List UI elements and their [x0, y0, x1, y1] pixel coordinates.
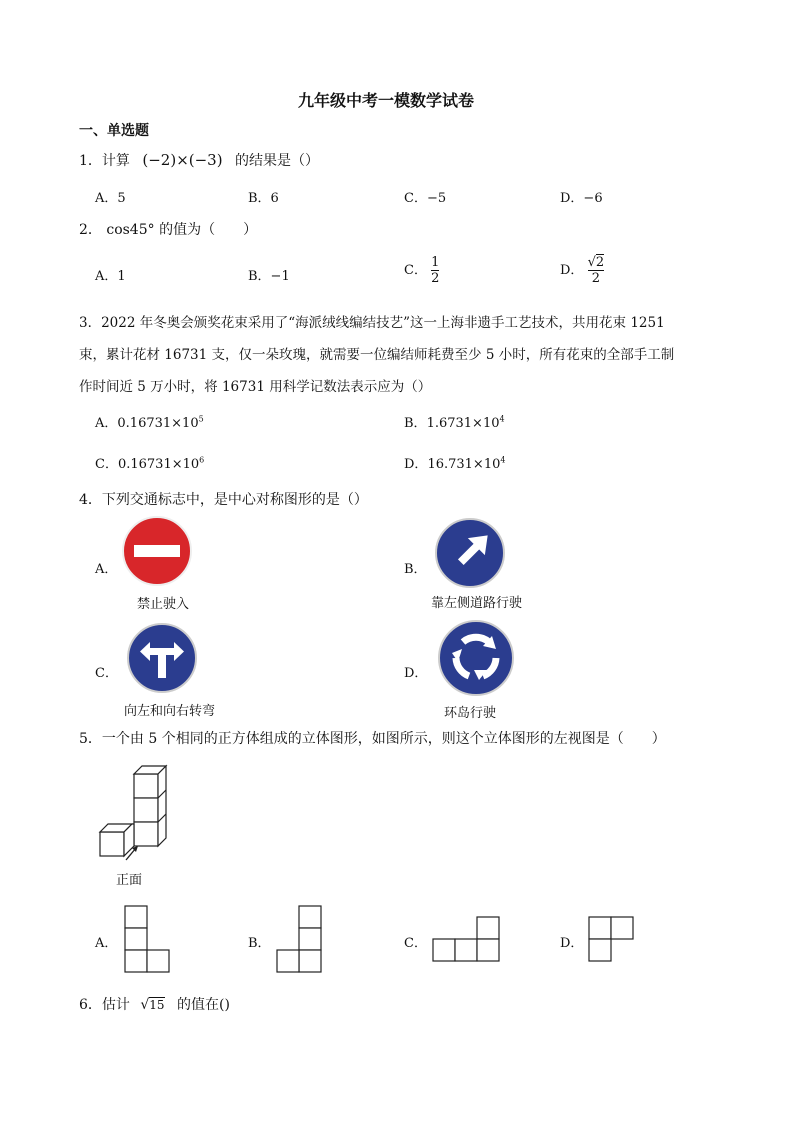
q2-option-d[interactable]: [560, 255, 604, 286]
q1-option-b[interactable]: B．6: [248, 191, 279, 206]
q3-line-3: 作时间近 5 万小时，将 16731 用科学记数法表示应为（）: [79, 379, 432, 395]
q1-option-c[interactable]: C．−5: [404, 191, 447, 206]
q5-option-b-label[interactable]: B．: [248, 936, 271, 951]
q3-c-exp: 6: [199, 455, 205, 465]
section-heading: 一、单选题: [79, 123, 149, 139]
q1-number: 1．: [79, 153, 102, 169]
q3-d-base: 16.731×10: [427, 457, 501, 472]
q3-c-base: 0.16731×10: [117, 457, 200, 472]
q3-b-base: 1.6731×10: [426, 416, 500, 431]
q3-option-b[interactable]: [404, 412, 505, 431]
q3-option-c[interactable]: [95, 453, 204, 472]
q3-d-exp: 4: [500, 455, 506, 465]
cube-stack-figure: [96, 762, 176, 862]
q3-line-1: 3．2022 年冬奥会颁奖花束采用了“海派绒线编结技艺”这一上海非遗手工艺技术，共用花束 1251: [79, 315, 665, 331]
q2-option-a[interactable]: A．1: [95, 269, 126, 284]
q2-option-b[interactable]: B．−1: [248, 269, 290, 284]
q2-option-c[interactable]: [404, 255, 439, 286]
turn-left-right-sign-icon[interactable]: [126, 622, 200, 696]
question-4: 4．下列交通标志中，是中心对称图形的是（）: [79, 492, 368, 508]
q5-option-c-view[interactable]: [431, 915, 503, 965]
q5-option-b-view[interactable]: [275, 904, 323, 976]
q1-expression: (−2)×(−3): [142, 151, 223, 169]
q6-sqrt: √15: [140, 997, 165, 1013]
q5-option-d-label[interactable]: D．: [560, 936, 584, 951]
q4-option-c-label[interactable]: C．: [95, 666, 118, 681]
q4-option-b-label[interactable]: B．: [404, 562, 427, 577]
q5-option-a-label[interactable]: A．: [95, 936, 118, 951]
q2-c-denominator: 2: [431, 271, 440, 286]
q2-d-label: D．: [560, 263, 584, 278]
roundabout-sign-icon[interactable]: [436, 618, 516, 698]
q6-radicand: 15: [149, 998, 165, 1012]
q2-c-label: C．: [404, 263, 427, 278]
q1-post: 的结果是（）: [235, 153, 320, 169]
q1-pre: 计算: [101, 153, 130, 169]
q4-caption-a: 禁止驶入: [137, 597, 190, 612]
q4-option-d-label[interactable]: D．: [404, 666, 428, 681]
no-entry-sign-icon[interactable]: [120, 514, 196, 590]
q3-a-exp: 5: [198, 414, 204, 424]
page-title: 九年级中考一模数学试卷: [298, 91, 475, 110]
q2-d-numerator: √2: [587, 255, 605, 270]
q2-d-fraction: [588, 255, 605, 286]
q3-d-label: D．: [404, 457, 428, 472]
q5-option-d-view[interactable]: [587, 915, 637, 965]
q1-option-d[interactable]: D．−6: [560, 191, 603, 206]
q2-d-denominator: 2: [588, 270, 605, 286]
q4-caption-c: 向左和向右转弯: [124, 704, 216, 719]
q4-caption-b: 靠左侧道路行驶: [431, 596, 523, 611]
q5-option-a-view[interactable]: [123, 904, 171, 976]
q6-post: 的值在(): [177, 997, 230, 1013]
q1-option-a[interactable]: A．5: [95, 191, 126, 206]
q2-c-fraction: [431, 255, 439, 286]
q2-d-radicand: 2: [595, 255, 605, 270]
q3-c-label: C．: [95, 457, 118, 472]
question-6: [79, 994, 230, 1014]
q3-a-base: 0.16731×10: [117, 416, 199, 431]
q2-c-numerator: 1: [431, 255, 440, 270]
q3-line-2: 束，累计花材 16731 支，仅一朵玫瑰，就需要一位编结师耗费至少 5 小时，所有花束的全部手工制: [79, 347, 675, 363]
question-2: 2． cos45° 的值为（ ）: [79, 222, 258, 238]
q4-option-a-label[interactable]: A．: [95, 562, 118, 577]
q6-pre: 6．估计: [79, 997, 130, 1013]
front-label: 正面: [116, 873, 143, 888]
keep-left-sign-icon[interactable]: [433, 516, 509, 592]
q3-b-exp: 4: [499, 414, 505, 424]
question-5: 5．一个由 5 个相同的正方体组成的立体图形，如图所示，则这个立体图形的左视图是（ ）: [79, 731, 666, 747]
q3-b-label: B．: [404, 416, 427, 431]
q5-option-c-label[interactable]: C．: [404, 936, 427, 951]
q3-a-label: A．: [95, 416, 118, 431]
q4-caption-d: 环岛行驶: [444, 706, 497, 721]
q3-option-d[interactable]: [404, 453, 505, 472]
q3-option-a[interactable]: [95, 412, 204, 431]
question-1: [79, 150, 319, 170]
